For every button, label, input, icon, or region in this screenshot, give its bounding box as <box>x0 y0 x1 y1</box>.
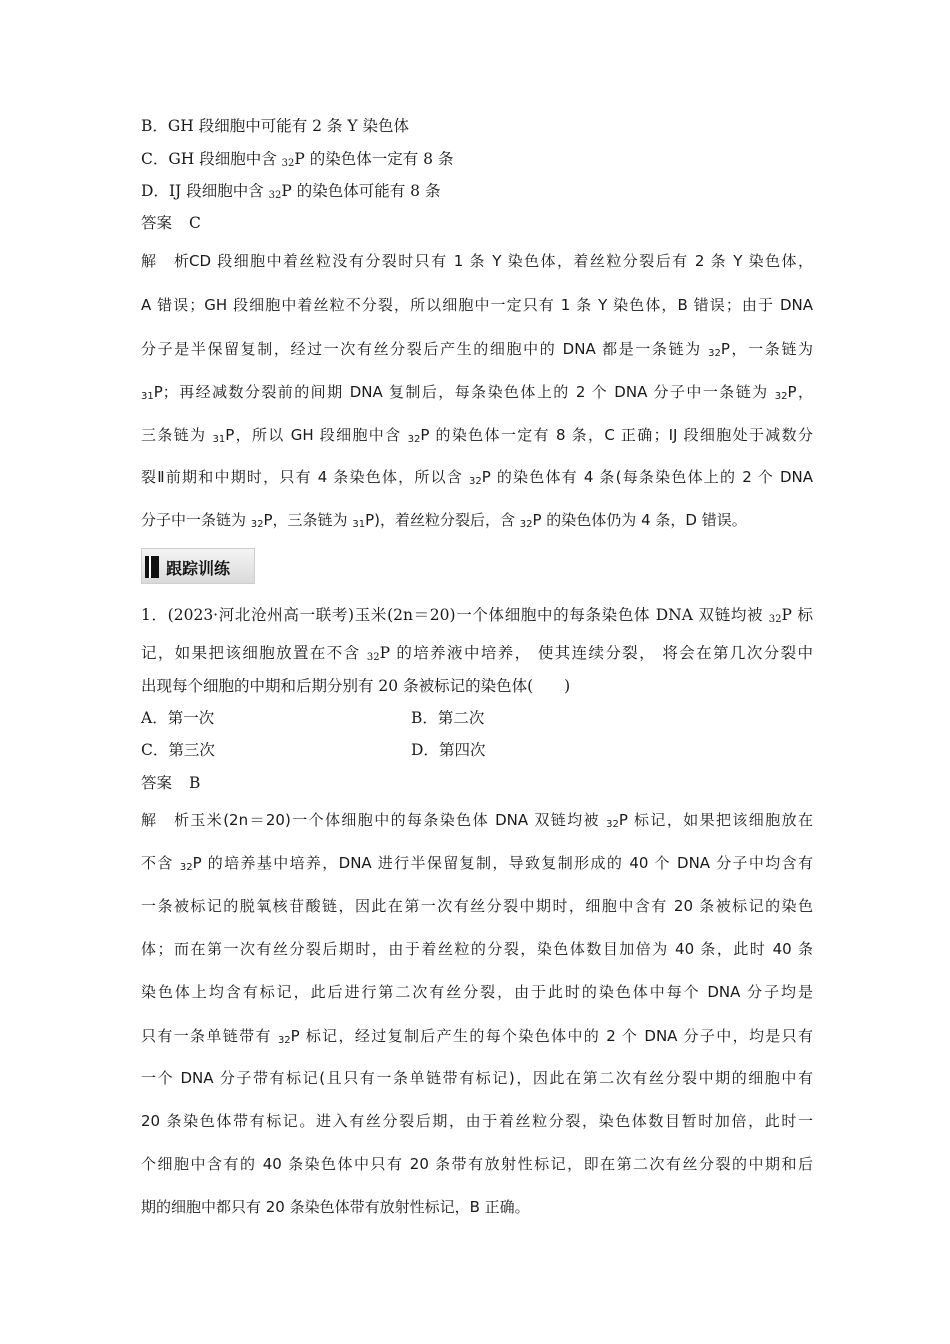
option-label: C． <box>141 150 169 168</box>
analysis-line <box>141 382 813 407</box>
analysis-text: P 的染色体一定有 8 条，C 正确；IJ 段细胞处于减数分 <box>420 426 813 444</box>
analysis-text: 不含 <box>141 854 180 872</box>
isotope-number: 32 <box>606 819 619 830</box>
analysis-line <box>141 982 813 1002</box>
option-label: D． <box>141 182 169 200</box>
question-text: P 的培养液中培养， 使其连续分裂， 将会在第几次分裂中 <box>379 644 813 662</box>
option-text: 第三次 <box>168 741 215 759</box>
isotope-number: 31 <box>141 391 154 402</box>
question-line <box>141 676 570 696</box>
question-text: P 标 <box>781 606 813 624</box>
option-c <box>141 149 453 174</box>
analysis-text: 一条被标记的脱氧核苷酸链，因此在第一次有丝分裂中期时，细胞中含有 20 条被标记的染色 <box>141 897 813 915</box>
isotope-number: 32 <box>366 652 380 663</box>
analysis-text: P， <box>787 383 813 401</box>
option-text: GH 段细胞中可能有 2 条 Y 染色体 <box>167 117 410 135</box>
analysis-text: 只有一条单链带有 <box>141 1027 278 1045</box>
analysis-line <box>141 1197 530 1217</box>
analysis-text: 20 条染色体带有标记。进入有丝分裂后期，由于着丝粒分裂，染色体数目暂时加倍，此时一 <box>141 1112 813 1130</box>
answer-line <box>141 773 200 793</box>
isotope-number: 31 <box>352 519 366 530</box>
isotope-number: 32 <box>277 1035 291 1046</box>
analysis-line <box>141 896 813 916</box>
option-row <box>141 740 485 760</box>
analysis-text: P)，着丝粒分裂后，含 <box>365 511 520 529</box>
answer-label: 答案 <box>141 214 173 232</box>
question-line <box>141 643 813 668</box>
option-text: 第二次 <box>437 709 485 727</box>
analysis-text: P，所以 GH 段细胞中含 <box>225 426 408 444</box>
question-line <box>141 605 813 630</box>
answer-value: C <box>189 214 201 232</box>
answer-label: 答案 <box>141 774 173 792</box>
option-a <box>141 708 411 728</box>
analysis-text: 一个 DNA 分子带有标记(且只有一条单链带有标记)，因此在第二次有丝分裂中期的细胞中有 <box>141 1069 813 1087</box>
option-c <box>141 740 411 760</box>
analysis-text: P；再经减数分裂前的间期 DNA 复制后，每条染色体上的 2 个 DNA 分子中一条链为 <box>153 383 775 401</box>
analysis-text: 个细胞中含有的 40 条染色体中只有 20 条带有放射性标记，即在第二次有丝分裂的中期和后 <box>141 1155 813 1173</box>
analysis-line <box>141 1026 813 1051</box>
analysis-text: 染色体上均含有标记，此后进行第二次有丝分裂，由于此时的染色体中每个 DNA 分子均是 <box>141 983 813 1001</box>
isotope-number: 32 <box>407 434 421 445</box>
analysis-line <box>141 1154 813 1174</box>
analysis-text: P 标记，如果把该细胞放在 <box>618 811 813 829</box>
option-text: 第四次 <box>438 741 486 759</box>
analysis-line <box>141 1111 813 1131</box>
analysis-line <box>141 853 813 878</box>
option-text: P 的染色体可能有 8 条 <box>281 182 441 200</box>
section-title: 跟踪训练 <box>166 559 231 578</box>
analysis-line <box>141 467 813 492</box>
analysis-text: 分子是半保留复制，经过一次有丝分裂后产生的细胞中的 DNA 都是一条链为 <box>141 340 709 358</box>
analysis-line <box>141 510 747 535</box>
section-bar-icon <box>145 556 159 578</box>
isotope-number: 32 <box>768 614 782 625</box>
question-text: 记，如果把该细胞放置在不含 <box>141 644 367 662</box>
isotope-number: 32 <box>774 391 788 402</box>
option-text: P 的染色体一定有 8 条 <box>294 150 454 168</box>
option-label: D． <box>411 741 439 759</box>
analysis-text: P 标记，经过复制后产生的每个染色体中的 2 个 DNA 分子中，均是只有 <box>290 1027 813 1045</box>
option-label: C． <box>141 741 169 759</box>
option-row <box>141 708 484 728</box>
answer-value: B <box>189 774 201 792</box>
isotope-number: 31 <box>212 434 226 445</box>
option-text: GH 段细胞中含 <box>168 150 282 168</box>
analysis-line <box>141 810 813 835</box>
isotope-number: 32 <box>268 190 282 201</box>
option-label: B． <box>411 709 438 727</box>
option-b <box>411 709 484 727</box>
option-text: IJ 段细胞中含 <box>168 182 269 200</box>
analysis-text: 期的细胞中都只有 20 条染色体带有放射性标记，B 正确。 <box>141 1198 530 1216</box>
question-text: 出现每个细胞的中期和后期分别有 20 条被标记的染色体( ) <box>141 677 571 695</box>
analysis-text: A 错误；GH 段细胞中着丝粒不分裂，所以细胞中一定只有 1 条 Y 染色体，B 错误；由于 DNA <box>141 296 813 314</box>
isotope-number: 32 <box>708 348 721 359</box>
option-text: 第一次 <box>167 709 215 727</box>
analysis-text: 玉米(2n＝20)一个体细胞中的每条染色体 DNA 双链均被 <box>189 811 607 829</box>
analysis-text: 三条链为 <box>141 426 213 444</box>
answer-line <box>141 213 201 233</box>
analysis-label: 解析 <box>141 252 189 270</box>
analysis-text: P 的染色体仍为 4 条，D 错误。 <box>532 511 747 529</box>
analysis-text: P，三条链为 <box>263 511 353 529</box>
question-text: 1．(2023·河北沧州高一联考)玉米(2n＝20)一个体细胞中的每条染色体 DNA 双链均被 <box>141 606 769 624</box>
isotope-number: 32 <box>250 519 264 530</box>
isotope-number: 32 <box>469 476 482 487</box>
analysis-line <box>141 339 813 364</box>
analysis-text: P 的培养基中培养，DNA 进行半保留复制，导致复制形成的 40 个 DNA 分子中均含有 <box>192 854 813 872</box>
analysis-text: 裂Ⅱ前期和中期时，只有 4 条染色体，所以含 <box>141 468 470 486</box>
analysis-text: P 的染色体有 4 条(每条染色体上的 2 个 DNA <box>481 468 813 486</box>
analysis-line <box>141 425 813 450</box>
analysis-line <box>141 939 813 959</box>
analysis-text: 分子中一条链为 <box>141 511 251 529</box>
analysis-line <box>141 1068 813 1088</box>
option-d <box>411 741 485 759</box>
isotope-number: 32 <box>179 862 193 873</box>
analysis-label: 解析 <box>141 811 189 829</box>
analysis-text: P，一条链为 <box>720 340 813 358</box>
option-b <box>141 116 409 136</box>
section-header <box>141 548 255 584</box>
isotope-number: 32 <box>281 158 295 169</box>
analysis-line <box>141 251 813 271</box>
option-label: B． <box>141 117 168 135</box>
option-label: A． <box>141 709 168 727</box>
analysis-text: CD 段细胞中着丝粒没有分裂时只有 1 条 Y 染色体，着丝粒分裂后有 2 条 Y 染色体， <box>189 252 813 270</box>
isotope-number: 32 <box>519 519 533 530</box>
analysis-text: 体；而在第一次有丝分裂后期时，由于着丝粒的分裂，染色体数目加倍为 40 条，此时 40 条 <box>141 940 813 958</box>
option-d <box>141 181 440 206</box>
analysis-line <box>141 295 813 315</box>
